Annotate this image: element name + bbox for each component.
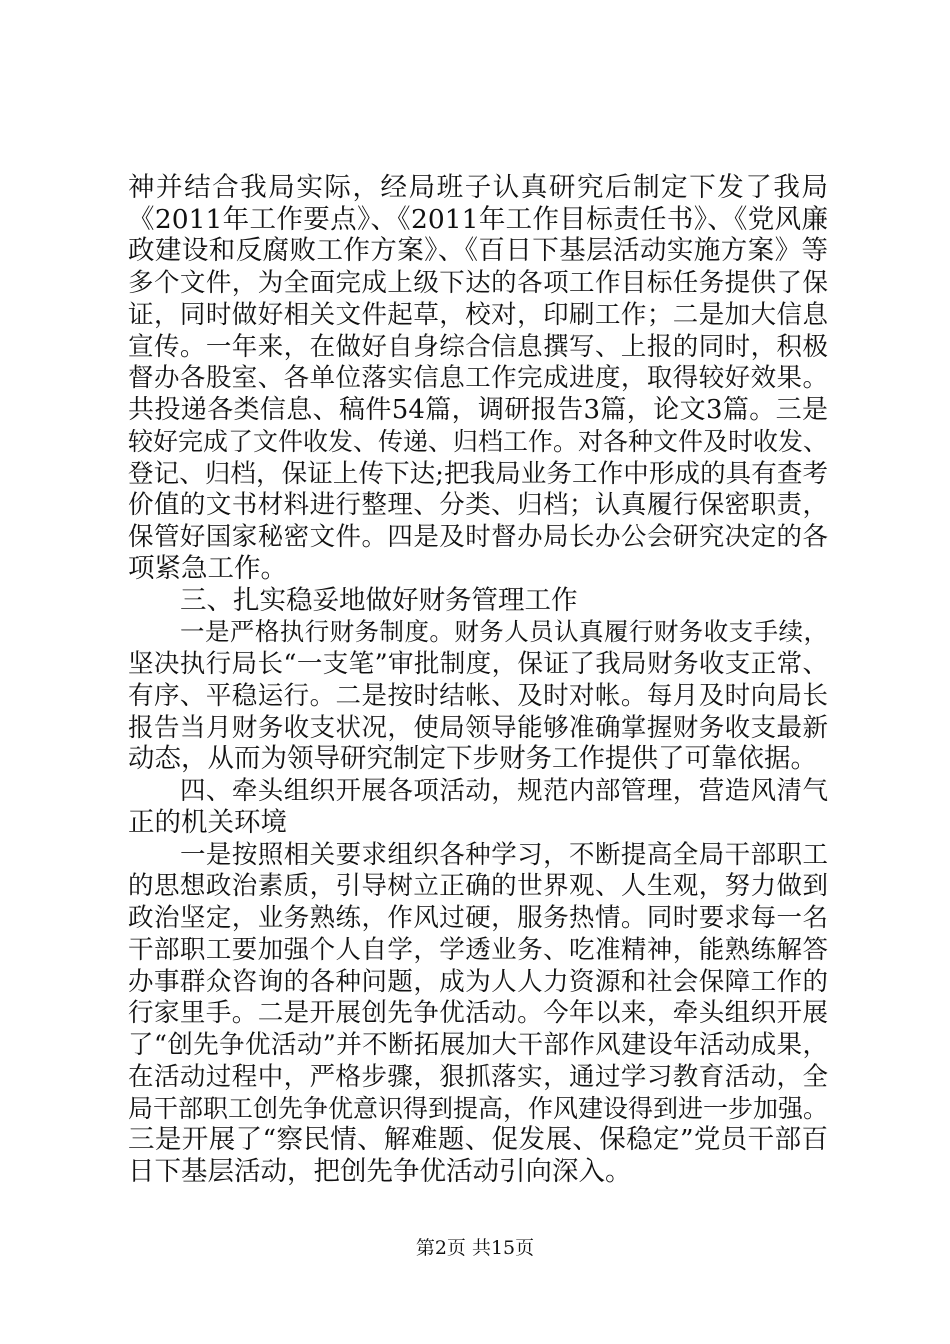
text-line-6: 宣传。一年来，在做好自身综合信息撰写、上报的同时，积极 — [128, 332, 828, 362]
text-line-1: 神并结合我局实际，经局班子认真研究后制定下发了我局 — [128, 172, 828, 203]
text-line-26: 办事群众咨询的各种问题，成为人人力资源和社会保障工作的 — [128, 967, 828, 997]
text-line-24: 政治坚定，业务熟练，作风过硬，服务热情。同时要求每一名 — [128, 903, 828, 933]
text-line-32: 日下基层活动，把创先争优活动引向深入。 — [128, 1156, 632, 1187]
text-line-31: 三是开展了“察民情、解难题、促发展、保稳定”党员干部百 — [128, 1124, 828, 1155]
text-line-29: 在活动过程中，严格步骤，狠抓落实，通过学习教育活动，全 — [128, 1062, 828, 1092]
text-line-18: 报告当月财务收支状况，使局领导能够准确掌握财务收支最新 — [128, 713, 828, 743]
section-heading-3: 三、扎实稳妥地做好财务管理工作 — [180, 585, 578, 616]
text-line-27: 行家里手。二是开展创先争优活动。今年以来，牵头组织开展 — [128, 998, 828, 1028]
text-line-13: 项紧急工作。 — [128, 553, 287, 584]
text-line-16: 坚决执行局长“一支笔”审批制度，保证了我局财务收支正常、 — [128, 649, 828, 679]
text-line-15: 一是严格执行财务制度。财务人员认真履行财务收支手续， — [180, 617, 828, 646]
text-line-23: 的思想政治素质，引导树立正确的世界观、人生观，努力做到 — [128, 871, 828, 901]
text-line-5: 证，同时做好相关文件起草，校对，印刷工作；二是加大信息 — [128, 300, 828, 330]
text-line-8: 共投递各类信息、稿件54篇，调研报告3篇，论文3篇。三是 — [128, 395, 828, 425]
text-line-28: 了“创先争优活动”并不断拓展加大干部作风建设年活动成果， — [128, 1030, 828, 1060]
text-line-19: 动态，从而为领导研究制定下步财务工作提供了可靠依据。 — [128, 743, 817, 774]
text-line-4: 多个文件，为全面完成上级下达的各项工作目标任务提供了保 — [128, 268, 828, 298]
text-line-25: 干部职工要加强个人自学，学透业务、吃准精神，能熟练解答 — [128, 935, 828, 965]
section-heading-4-cont: 正的机关环境 — [128, 807, 287, 838]
text-line-9: 较好完成了文件收发、传递、归档工作。对各种文件及时收发、 — [128, 427, 828, 456]
section-heading-4: 四、牵头组织开展各项活动，规范内部管理，营造风清气 — [180, 776, 828, 806]
text-line-11: 价值的文书材料进行整理、分类、归档；认真履行保密职责， — [128, 490, 828, 520]
text-line-17: 有序、平稳运行。二是按时结帐、及时对帐。每月及时向局长 — [128, 681, 828, 711]
text-line-22: 一是按照相关要求组织各种学习，不断提高全局干部职工 — [180, 840, 828, 870]
text-line-30: 局干部职工创先争优意识得到提高，作风建设得到进一步加强。 — [128, 1094, 828, 1123]
text-line-2: 《2011年工作要点》、《2011年工作目标责任书》、《党风廉 — [128, 204, 828, 235]
text-line-7: 督办各股室、各单位落实信息工作完成进度，取得较好效果。 — [128, 363, 828, 393]
page-number-footer: 第2页 共15页 — [415, 1237, 535, 1259]
text-line-10: 登记、归档，保证上传下达;把我局业务工作中形成的具有查考 — [128, 459, 828, 489]
text-line-3: 政建设和反腐败工作方案》、《百日下基层活动实施方案》等 — [128, 235, 828, 266]
text-line-12: 保管好国家秘密文件。四是及时督办局长办公会研究决定的各 — [128, 522, 828, 552]
